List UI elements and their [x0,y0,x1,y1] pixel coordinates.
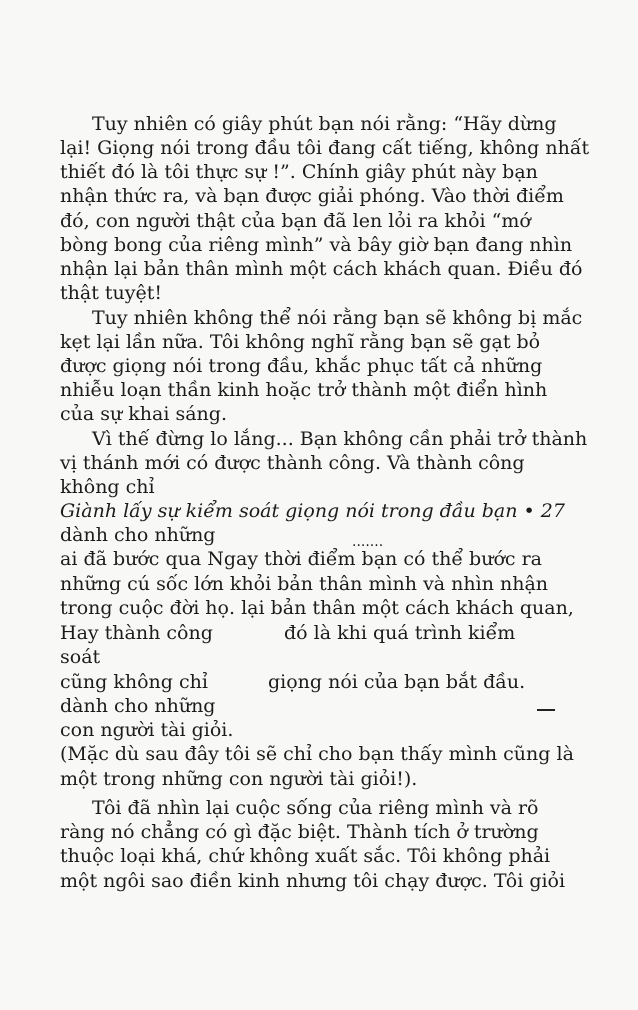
text-line: những cú sốc lớn khỏi bản thân mình và nhìn nhận [60,573,549,595]
text-line: thiết đó là tôi thực sự !”. Chính giây phút này bạn [60,161,538,183]
text-line: một ngôi sao điền kinh nhưng tôi chạy được. Tôi giỏi [60,870,566,892]
text-line: bòng bong của riêng mình” và bây giờ bạn đang nhìn [60,234,573,256]
text-line: Tôi đã nhìn lại cuộc sống của riêng mình và rõ [92,797,539,819]
text-line: Hay thành công [60,622,213,644]
text-line: Tuy nhiên không thể nói rằng bạn sẽ không bị mắc [92,307,583,329]
text-line: ràng nó chẳng có gì đặc biệt. Thành tích ở trường [60,821,539,843]
text-line: một trong những con người tài giỏi!). [60,768,418,790]
text-line: cũng không chỉ [60,671,208,693]
text-line: của sự khai sáng. [60,403,227,425]
text-line: giọng nói của bạn bắt đầu. [268,671,526,693]
text-line: soát [60,646,101,668]
text-line: đó, con người thật của bạn đã len lỏi ra khỏi “mớ [60,210,531,232]
text-line: (Mặc dù sau đây tôi sẽ chỉ cho bạn thấy mình cũng là [60,743,574,765]
text-line: Vì thế đừng lo lắng... Bạn không cần phải trở thành [92,428,588,450]
dots-mark: ....... [352,534,384,550]
text-line: thuộc loại khá, chứ không xuất sắc. Tôi không phải [60,845,551,867]
text-line: dành cho những [60,524,216,546]
text-line: Tuy nhiên có giây phút bạn nói rằng: “Hãy dừng [92,113,557,135]
text-line: lại! Giọng nói trong đầu tôi đang cất tiếng, không nhất [60,137,590,159]
text-line: con người tài giỏi. [60,719,234,741]
text-line: kẹt lại lần nữa. Tôi không nghĩ rằng bạn sẽ gạt bỏ [60,331,541,353]
text-line: nhận lại bản thân mình một cách khách quan. Điều đó [60,258,583,280]
text-line: được giọng nói trong đầu, khắc phục tất cả những [60,355,543,377]
running-header: Giành lấy sự kiểm soát giọng nói trong đầu bạn • 27 [60,500,565,522]
text-line: đó là khi quá trình kiểm [284,622,516,644]
text-line: nhận thức ra, và bạn được giải phóng. Vào thời điểm [60,185,564,207]
text-line: trong cuộc đời họ. lại bản thân một cách khách quan, [60,597,574,619]
text-line: ai đã bước qua Ngay thời điểm bạn có thể bước ra [60,548,542,570]
text-line: không chỉ [60,476,155,498]
text-line: nhiễu loạn thần kinh hoặc trở thành một điển hình [60,379,548,401]
text-line: vị thánh mới có được thành công. Và thành công [60,452,525,474]
text-line: thật tuyệt! [60,282,162,304]
margin-dash [537,709,555,711]
text-line: dành cho những [60,695,216,717]
